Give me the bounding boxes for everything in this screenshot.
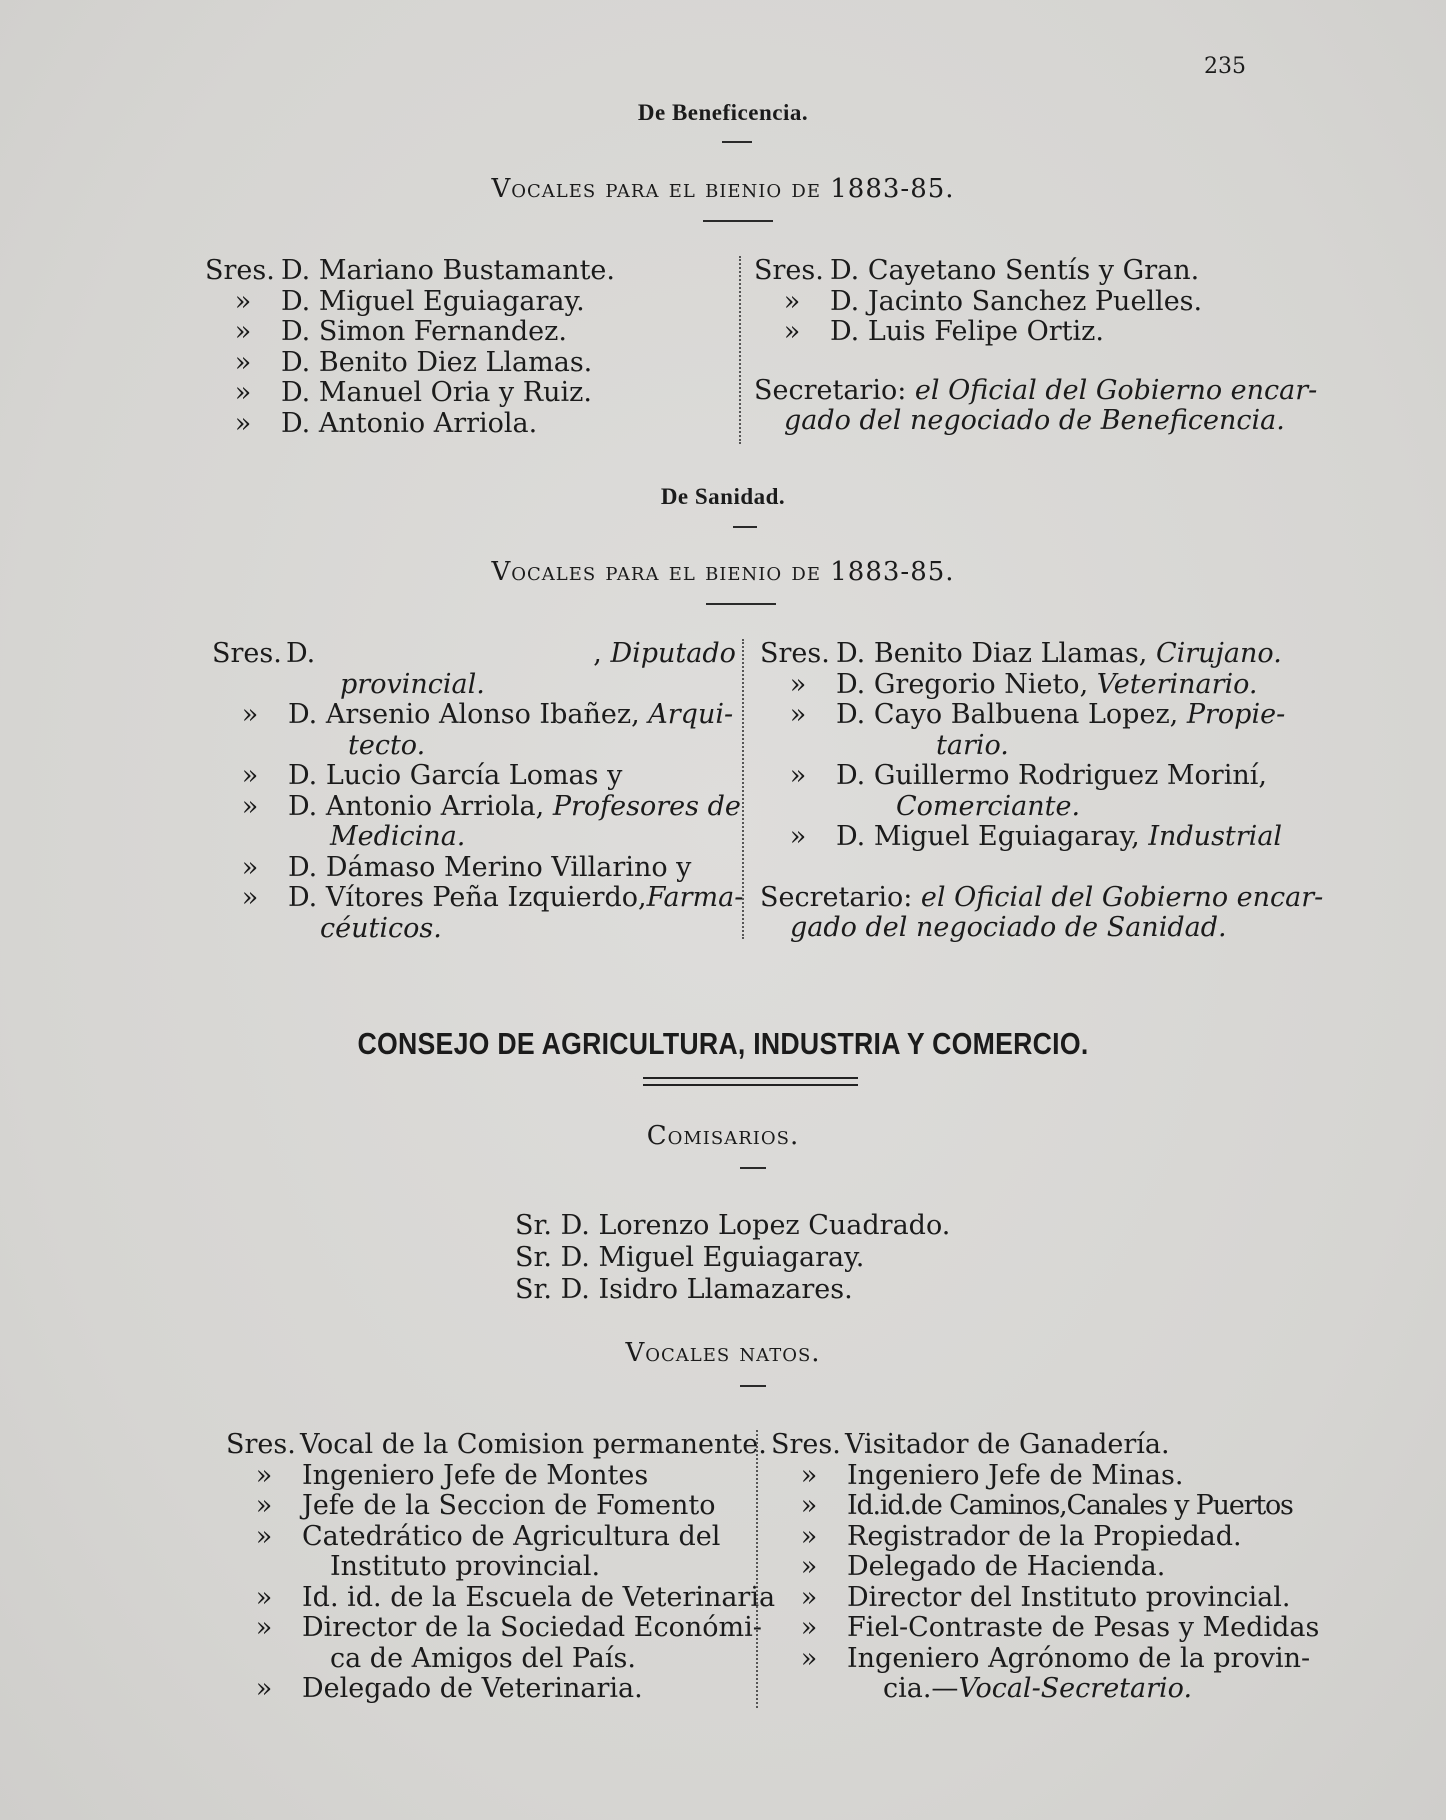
double-rule: [643, 1077, 858, 1086]
list-item: » D. Antonio Arriola.: [234, 407, 538, 439]
list-item: » Catedrático de Agricultura del: [255, 1520, 721, 1552]
list-item: » D. Miguel Eguiagaray.: [234, 285, 585, 317]
list-item: Sres. D. Mariano Bustamante.: [205, 255, 615, 286]
list-item: » D. Manuel Oria y Ruiz.: [234, 377, 592, 408]
list-item: » D. Arsenio Alonso Ibañez, Arqui-: [241, 699, 734, 730]
list-item: Sres. Visitador de Ganadería.: [771, 1429, 1170, 1460]
natos-right-column: [771, 1430, 1319, 1705]
list-item: » Director del Instituto provincial.: [800, 1581, 1291, 1613]
list-item: Sres. D. Benito Diaz Llamas, Cirujano.: [760, 638, 1282, 669]
list-item: » D. Lucio García Lomas y: [241, 760, 623, 791]
secretary-line: Secretario: el Oficial del Gobierno encar-: [754, 374, 1318, 406]
sanidad-subheading: Vocales para el bienio de 1883-85.: [491, 557, 955, 587]
natos-heading: Vocales natos.: [625, 1338, 821, 1368]
secretary-line-cont: gado del negociado de Beneficencia.: [784, 405, 1285, 436]
short-rule: [733, 526, 757, 528]
list-item: » Id.id.de Caminos,Canales y Puertos: [800, 1490, 1293, 1521]
sanidad-left-column: Sres. D. , Diputado provincial. » D. Arsenio Alonso Ibañez, Arqui- tecto. » D. Lucio García Lomas y » D. Antonio Arriola, Profesores de Medicina. » D. Dámaso Merino Villarino y » D. Vítores Peña Izquierdo,Farma- céuticos.: [212, 638, 744, 944]
list-item: » Jefe de la Seccion de Fomento: [255, 1490, 716, 1521]
sanidad-right-column: Sres. D. Benito Diaz Llamas, Cirujano. » D. Gregorio Nieto, Veterinario. » D. Cayo Balbuena Lopez, Propie- tario. » D. Guillermo Rodriguez Moriní, Comerciante. » D. Miguel Eguiagaray, Industrial Secretario: el Oficial del Gobierno encar- gado del negociado de Sanidad.: [760, 638, 1324, 943]
list-item: » D. Simon Fernandez.: [234, 316, 567, 347]
comisarios-list: [515, 1210, 950, 1306]
list-item: Sr. D. Lorenzo Lopez Cuadrado.: [515, 1210, 951, 1241]
list-item: Sr. D. Miguel Eguiagaray.: [515, 1242, 865, 1273]
comisarios-heading: Comisarios.: [646, 1121, 800, 1151]
list-item: » D. Benito Diez Llamas.: [234, 346, 593, 378]
list-item: » D. Vítores Peña Izquierdo,Farma-: [241, 882, 744, 913]
list-item: » D. Jacinto Sanchez Puelles.: [783, 285, 1203, 317]
list-item: » D. Gregorio Nieto, Veterinario.: [789, 668, 1258, 700]
short-rule: [722, 141, 752, 143]
list-item: » Registrador de la Propiedad.: [800, 1520, 1242, 1552]
beneficencia-right-column: [754, 256, 1317, 437]
list-item: » D. Miguel Eguiagaray, Industrial: [789, 821, 1283, 852]
short-rule: [703, 220, 773, 222]
page-number: 235: [1204, 54, 1246, 79]
list-item: Sres. Vocal de la Comision permanente.: [226, 1429, 767, 1460]
list-item: Sres. D. , Diputado: [212, 638, 736, 669]
list-item-cont: Instituto provincial.: [330, 1551, 601, 1582]
short-rule: [706, 603, 776, 605]
list-item: » Id. id. de la Escuela de Veterinaria: [255, 1581, 776, 1613]
list-item: » Delegado de Hacienda.: [800, 1551, 1166, 1582]
secretary-line: Secretario: el Oficial del Gobierno encar-: [760, 881, 1324, 913]
beneficencia-subheading: Vocales para el bienio de 1883-85.: [491, 174, 955, 204]
secretary-line-cont: gado del negociado de Sanidad.: [790, 912, 1227, 943]
list-item-cont: ca de Amigos del País.: [330, 1642, 636, 1674]
list-item: » D. Antonio Arriola, Profesores de: [241, 790, 741, 822]
list-item: Sr. D. Isidro Llamazares.: [515, 1274, 853, 1305]
list-item: » Ingeniero Jefe de Montes: [255, 1459, 649, 1491]
list-item: » D. Guillermo Rodriguez Moriní,: [789, 760, 1267, 791]
list-item: » Ingeniero Agrónomo de la provin-: [800, 1642, 1311, 1674]
sanidad-heading: De Sanidad.: [660, 484, 786, 509]
short-rule: [740, 1167, 766, 1169]
list-item: » Fiel-Contraste de Pesas y Medidas: [800, 1612, 1320, 1643]
list-item: » D. Cayo Balbuena Lopez, Propie-: [789, 699, 1286, 730]
list-item: » Delegado de Veterinaria.: [255, 1673, 643, 1704]
column-brace: [756, 1430, 764, 1708]
column-brace: [742, 639, 750, 939]
list-item: Sres. D. Cayetano Sentís y Gran.: [754, 255, 1200, 286]
consejo-title-wrap: [0, 1026, 1446, 1062]
list-item: » Ingeniero Jefe de Minas.: [800, 1459, 1184, 1491]
beneficencia-left-column: [205, 256, 615, 439]
list-item: » D. Luis Felipe Ortiz.: [783, 316, 1104, 347]
natos-left-column: [226, 1430, 775, 1705]
list-item: » D. Dámaso Merino Villarino y: [241, 851, 692, 883]
list-item-cont: cia.—Vocal-Secretario.: [883, 1673, 1193, 1704]
column-brace: [739, 256, 747, 444]
list-item: » Director de la Sociedad Económi-: [255, 1612, 762, 1643]
short-rule: [740, 1385, 766, 1387]
consejo-title: CONSEJO DE AGRICULTURA, INDUSTRIA Y COMERCIO.: [357, 1026, 1089, 1061]
beneficencia-heading: De Beneficencia.: [637, 100, 809, 125]
